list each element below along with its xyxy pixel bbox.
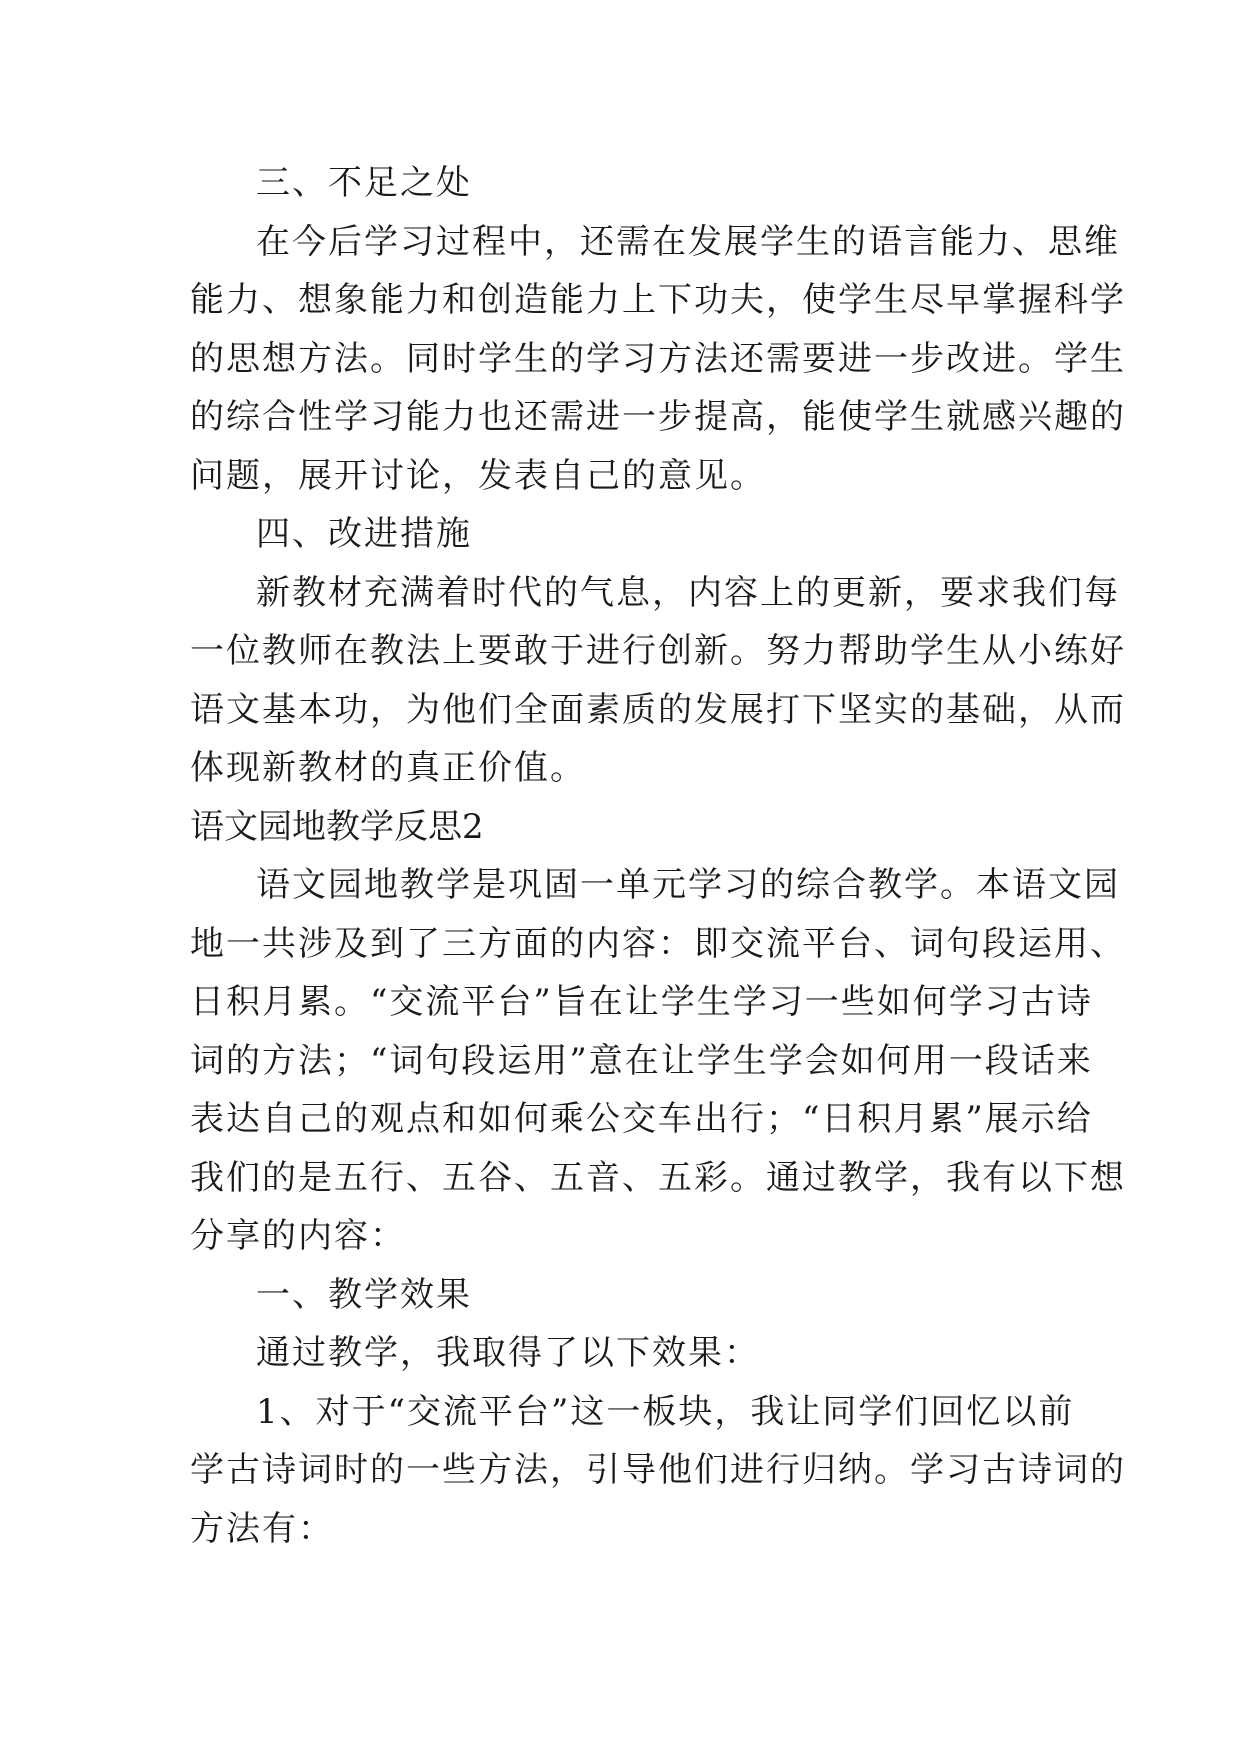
paragraph-line: 语文园地教学是巩固一单元学习的综合教学。本语文园 [256, 865, 1120, 905]
paragraph-line: 能力、想象能力和创造能力上下功夫，使学生尽早掌握科学 [190, 280, 1126, 320]
article-title: 语文园地教学反思2 [190, 806, 484, 847]
paragraph-line: 方法有： [190, 1508, 334, 1549]
paragraph-line: 我们的是五行、五谷、五音、五彩。通过教学，我有以下想 [190, 1157, 1126, 1198]
paragraph-line: 的综合性学习能力也还需进一步提高，能使学生就感兴趣的 [190, 397, 1126, 437]
paragraph-line: 通过教学，我取得了以下效果： [256, 1333, 760, 1373]
paragraph-line: 日积月累。“交流平台”旨在让学生学习一些如何学习古诗 [190, 982, 1093, 1022]
section-heading-shortcomings: 三、不足之处 [256, 163, 472, 203]
paragraph-line: 学古诗词时的一些方法，引导他们进行归纳。学习古诗词的 [190, 1450, 1126, 1490]
paragraph-line: 分享的内容： [190, 1216, 406, 1256]
section-heading-teaching-effect: 一、教学效果 [256, 1274, 472, 1315]
paragraph-line: 地一共涉及到了三方面的内容：即交流平台、词句段运用、 [190, 923, 1126, 964]
paragraph-line: 语文基本功，为他们全面素质的发展打下坚实的基础，从而 [190, 689, 1126, 730]
paragraph-line: 1、对于“交流平台”这一板块，我让同学们回忆以前 [256, 1391, 1075, 1432]
paragraph-line: 新教材充满着时代的气息，内容上的更新，要求我们每 [256, 572, 1120, 613]
paragraph-line: 的思想方法。同时学生的学习方法还需要进一步改进。学生 [190, 338, 1126, 379]
paragraph-line: 体现新教材的真正价值。 [190, 748, 586, 788]
paragraph-line: 一位教师在教法上要敢于进行创新。努力帮助学生从小练好 [190, 631, 1126, 671]
paragraph-line: 词的方法；“词句段运用”意在让学生学会如何用一段话来 [190, 1040, 1093, 1081]
paragraph-line: 表达自己的观点和如何乘公交车出行；“日积月累”展示给 [190, 1099, 1093, 1139]
paragraph-line: 问题，展开讨论，发表自己的意见。 [190, 455, 766, 496]
paragraph-line: 在今后学习过程中，还需在发展学生的语言能力、思维 [256, 221, 1120, 262]
document-body [190, 154, 1126, 1558]
section-heading-improvements: 四、改进措施 [256, 514, 472, 554]
